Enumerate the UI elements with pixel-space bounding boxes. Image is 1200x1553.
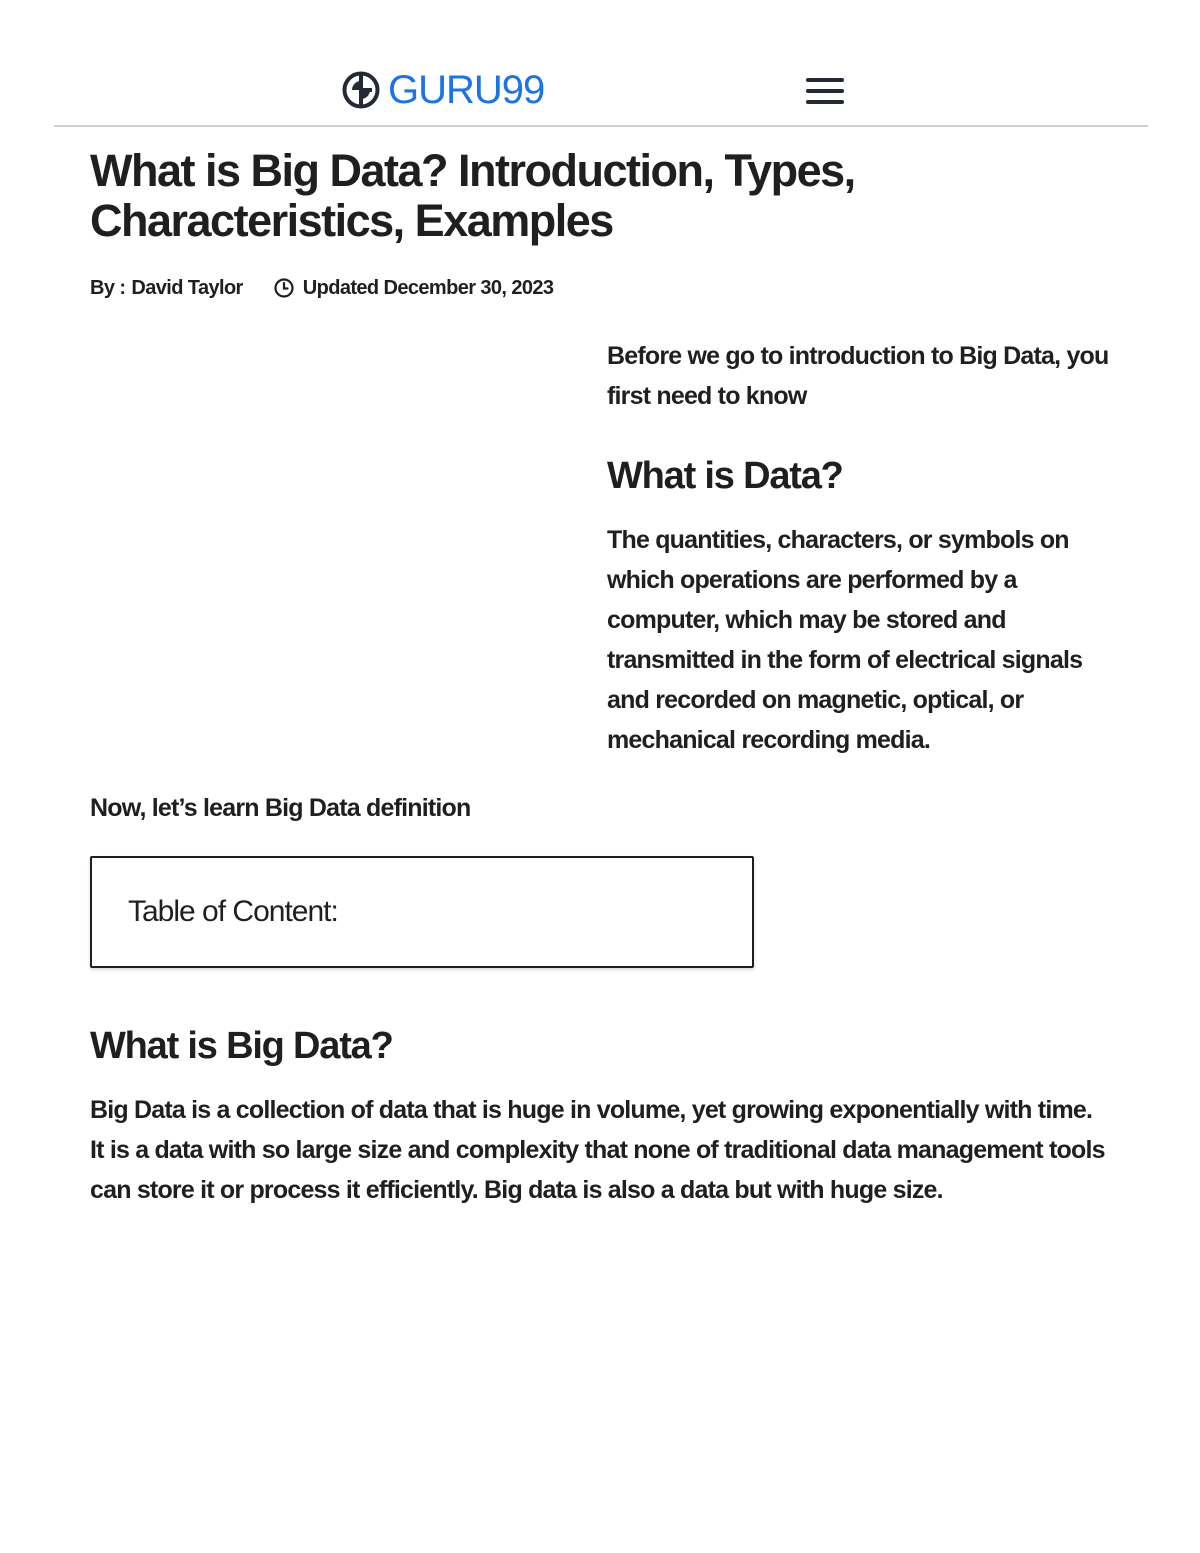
- what-is-data-paragraph: The quantities, characters, or symbols on which operations are performed by a computer, which may be stored and transmitted in the form of electrical signals and recorded on magnetic, optical, or mechanical recording media.: [607, 526, 1083, 754]
- site-header: [54, 40, 1148, 127]
- what-is-big-data-heading: What is Big Data?: [90, 1025, 393, 1067]
- what-is-data-heading: What is Data?: [607, 455, 843, 497]
- menu-bar-top: [806, 78, 844, 82]
- guru99-logo-icon: [342, 71, 380, 109]
- big-data-definition-lead: Now, let’s learn Big Data definition: [90, 794, 471, 822]
- what-is-big-data-paragraph: Big Data is a collection of data that is huge in volume, yet growing exponentially with time. It is a data with so large size and complexity that none of traditional data management tools can store it or process it efficiently. Big data is also a data but with huge size.: [90, 1096, 1105, 1204]
- author-link[interactable]: David Taylor: [131, 277, 243, 299]
- menu-bar-middle: [806, 89, 844, 93]
- byline-by-label: By :: [90, 277, 126, 299]
- ad-placeholder: [90, 336, 607, 736]
- article-title: What is Big Data? Introduction, Types, Characteristics, Examples: [90, 145, 855, 246]
- byline: [90, 276, 1110, 300]
- table-of-content-label: Table of Content:: [128, 895, 338, 928]
- intro-paragraph: Before we go to introduction to Big Data, you first need to know: [607, 342, 1109, 410]
- table-of-content-box[interactable]: [90, 856, 754, 968]
- menu-bar-bottom: [806, 100, 844, 104]
- site-logo[interactable]: [342, 68, 544, 112]
- logo-text: GURU99: [388, 68, 545, 112]
- updated-date: Updated December 30, 2023: [302, 277, 554, 299]
- intro-section: [90, 336, 1110, 760]
- clock-icon: [273, 277, 295, 299]
- article: [90, 146, 1110, 1210]
- hamburger-menu-icon[interactable]: [804, 74, 846, 108]
